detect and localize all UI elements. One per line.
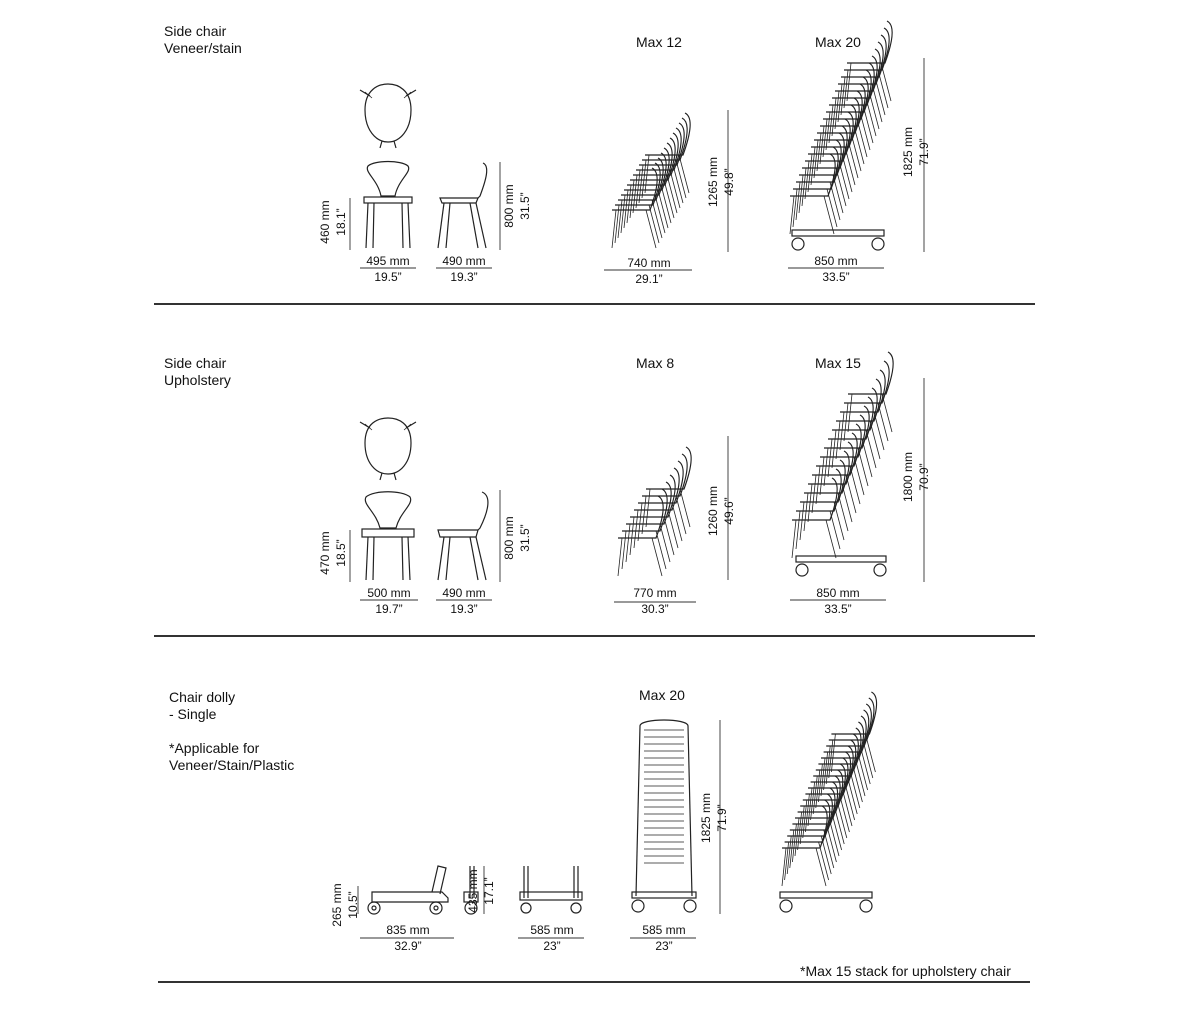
chair-leg — [679, 155, 689, 193]
chair-leg — [668, 510, 678, 548]
chair-leg — [829, 818, 839, 856]
dolly-wheel — [780, 900, 792, 912]
chair-leg — [819, 842, 829, 880]
s3-dolly-side-width-in: 32.9” — [394, 939, 422, 953]
s3-dolly-side-view — [368, 866, 448, 914]
chair-leg — [857, 119, 867, 157]
s3-dolly-front-width-in: 23” — [543, 939, 561, 953]
chair-leg — [622, 531, 626, 569]
s2-height-mm: 800 mm — [502, 516, 516, 560]
chair-leg — [821, 836, 831, 874]
chair-leg — [814, 140, 818, 178]
section-divider-1 — [154, 303, 1035, 305]
s2-title — [164, 355, 231, 389]
chair-leg — [649, 205, 659, 243]
s1-stack-width-mm: 740 mm — [627, 256, 671, 270]
s2-stack-8 — [618, 447, 691, 576]
chair-leg — [808, 484, 812, 522]
s1-stack-12 — [612, 113, 690, 248]
s1-title — [164, 23, 242, 57]
s1-title-line-1: Side chair — [164, 23, 227, 39]
top-seat-back — [640, 720, 688, 726]
chair-leg — [828, 439, 832, 477]
section-divider-2 — [154, 635, 1035, 637]
s1-height-in: 31.5” — [518, 192, 532, 220]
s3-title-line-4: *Applicable for — [169, 740, 260, 756]
chair-leg — [790, 196, 794, 234]
chair-leg — [845, 147, 855, 185]
s3-dimension-lines — [358, 720, 720, 938]
chair-leg — [805, 161, 809, 199]
chair-leg — [878, 403, 888, 441]
s2-title-line-2: Upholstery — [164, 372, 231, 388]
s3-dolly-front-height-in: 17.1” — [482, 877, 496, 905]
s3-dolly-front-width-mm: 585 mm — [530, 923, 574, 937]
chair-leg — [652, 200, 662, 238]
chair-leg — [827, 189, 837, 227]
footnote: *Max 15 stack for upholstery chair — [800, 963, 1011, 979]
chair-leg — [800, 502, 804, 540]
s2-side-view-chair — [438, 492, 488, 580]
stack-leg — [636, 726, 640, 896]
chair-leg — [660, 524, 670, 562]
s1-title-line-2: Veneer/stain — [164, 40, 242, 56]
chair-leg — [832, 430, 836, 468]
s1-front-width-mm: 495 mm — [366, 254, 410, 268]
chair-leg — [850, 466, 860, 504]
chair-leg — [838, 84, 842, 122]
chair-leg — [837, 800, 847, 838]
s1-stack-label-2: Max 20 — [815, 34, 861, 50]
s3-dolly-rear-view — [520, 866, 582, 913]
chair-leg — [836, 168, 846, 206]
s2-dolly-height-in: 70.9” — [917, 463, 931, 491]
dolly-wheel — [632, 900, 644, 912]
s2-dolly-stack-15 — [792, 352, 893, 576]
chair-leg — [824, 830, 834, 868]
s2-dolly-width-mm: 850 mm — [816, 586, 860, 600]
chair-leg — [676, 496, 686, 534]
s3-stack-height-in: 71.9” — [715, 804, 729, 832]
chair-leg — [875, 77, 885, 115]
dolly-wheel — [872, 238, 884, 250]
chair-outline — [612, 168, 657, 210]
chair-leg — [820, 126, 824, 164]
s2-dolly-width-in: 33.5” — [824, 602, 852, 616]
chair-leg — [865, 734, 875, 772]
s1-side-width-in: 19.3” — [450, 270, 478, 284]
s1-stack-height-in: 49.8” — [722, 168, 736, 196]
section-divider-3 — [158, 981, 1030, 983]
chair-leg — [642, 496, 646, 534]
chair-leg — [812, 475, 816, 513]
chair-leg — [881, 63, 891, 101]
chair-leg — [676, 160, 686, 198]
s3-title-line-2: - Single — [169, 706, 217, 722]
chair-leg — [661, 185, 671, 223]
chair-leg — [870, 421, 880, 459]
chair-leg — [842, 154, 852, 192]
s1-side-width-mm: 490 mm — [442, 254, 486, 268]
chair-leg — [826, 112, 830, 150]
chair-leg — [855, 758, 865, 796]
chair-leg — [673, 165, 683, 203]
chair-leg — [852, 764, 862, 802]
chair-leg — [817, 133, 821, 171]
chair-leg — [834, 806, 844, 844]
s1-side-view-chair — [438, 163, 487, 248]
s3-stack-front-view — [632, 720, 696, 912]
chair-leg — [829, 105, 833, 143]
chair-leg — [799, 175, 803, 213]
dolly-wheel — [796, 564, 808, 576]
s2-front-width-mm: 500 mm — [367, 586, 411, 600]
chair-leg — [824, 448, 828, 486]
s3-title — [169, 689, 294, 774]
chair-leg — [638, 503, 642, 541]
chair-leg — [664, 517, 674, 555]
s2-stack-height-in: 49.6” — [722, 497, 736, 525]
chair-leg — [848, 394, 852, 432]
s1-stack-height-mm: 1265 mm — [706, 156, 720, 208]
chair-leg — [835, 91, 839, 129]
chair-leg — [842, 788, 852, 826]
chair-leg — [854, 457, 864, 495]
chair-leg — [670, 170, 680, 208]
chair-leg — [847, 776, 857, 814]
chair-leg — [680, 489, 690, 527]
s2-seat-height-in: 18.5” — [334, 539, 348, 567]
dolly-wheel — [792, 238, 804, 250]
chair-leg — [672, 503, 682, 541]
chair-leg — [792, 520, 796, 558]
s1-height-mm: 800 mm — [502, 184, 516, 228]
s3-dolly-front-height-mm: 435 mm — [466, 869, 480, 913]
s2-dolly-height-mm: 1800 mm — [901, 451, 915, 503]
chair-leg — [646, 210, 656, 248]
chair-leg — [820, 457, 824, 495]
s3-title-line-1: Chair dolly — [169, 689, 236, 705]
chair-leg — [866, 98, 876, 136]
chair-leg — [652, 538, 662, 576]
chair-leg — [878, 70, 888, 108]
s3-stack-front-width-mm: 585 mm — [642, 923, 686, 937]
s1-dolly-height-in: 71.9” — [917, 138, 931, 166]
s2-side-width-mm: 490 mm — [442, 586, 486, 600]
chair-leg — [804, 493, 808, 531]
chair-leg — [869, 91, 879, 129]
chair-leg — [830, 182, 840, 220]
s2-front-width-in: 19.7” — [375, 602, 403, 616]
chair-leg — [844, 70, 848, 108]
s2-stack-height-mm: 1260 mm — [706, 485, 720, 537]
dolly-base — [780, 892, 872, 898]
chair-leg — [845, 782, 855, 820]
s3-title-line-3 — [169, 723, 294, 740]
s2-dimension-lines — [350, 378, 924, 602]
chair-leg — [848, 140, 858, 178]
s1-stack-label-1: Max 12 — [636, 34, 682, 50]
chair-leg — [808, 154, 812, 192]
chair-leg — [840, 412, 844, 450]
chair-leg — [854, 126, 864, 164]
chair-leg — [839, 161, 849, 199]
s1-front-width-in: 19.5” — [374, 270, 402, 284]
chair-leg — [882, 394, 892, 432]
s3-dolly-side-height-mm: 265 mm — [330, 883, 344, 927]
s3-stack-height-mm: 1825 mm — [699, 792, 713, 844]
s1-front-view-chair — [364, 162, 412, 249]
dolly-wheel — [860, 900, 872, 912]
s1-dolly-stack-20 — [790, 21, 892, 250]
chair-leg — [793, 189, 797, 227]
chair-leg — [658, 190, 668, 228]
chair-leg — [860, 112, 870, 150]
chair-leg — [667, 175, 677, 213]
chair-leg — [824, 196, 834, 234]
chair-leg — [802, 168, 806, 206]
s2-stack-width-mm: 770 mm — [633, 586, 677, 600]
s1-dolly-width-mm: 850 mm — [814, 254, 858, 268]
chair-leg — [830, 511, 840, 549]
chair-leg — [823, 119, 827, 157]
chair-leg — [646, 489, 650, 527]
chair-leg — [833, 175, 843, 213]
chair-leg — [811, 147, 815, 185]
chair-leg — [844, 403, 848, 441]
chair-leg — [866, 430, 876, 468]
chair-leg — [618, 538, 622, 576]
chair-leg — [656, 531, 666, 569]
s2-height-in: 31.5” — [518, 524, 532, 552]
s1-dolly-height-mm: 1825 mm — [901, 126, 915, 178]
s1-seat-height-in: 18.1” — [334, 208, 348, 236]
chair-leg — [851, 133, 861, 171]
chair-leg — [826, 520, 836, 558]
s2-side-width-in: 19.3” — [450, 602, 478, 616]
chair-leg — [842, 484, 852, 522]
chair-leg — [816, 848, 826, 886]
s3-stack-label-1: Max 20 — [639, 687, 685, 703]
chair-leg — [664, 180, 674, 218]
s2-stack-label-1: Max 8 — [636, 355, 675, 371]
dolly-base — [792, 230, 884, 236]
chair-leg — [838, 493, 848, 531]
chair-leg — [626, 524, 630, 562]
chair-leg — [846, 475, 856, 513]
s3-title-line-5: Veneer/Stain/Plastic — [169, 757, 295, 773]
s2-front-view-chair — [362, 492, 414, 580]
dolly-base — [796, 556, 886, 562]
s1-seat-height-mm: 460 mm — [318, 200, 332, 244]
dolly-wheel — [684, 900, 696, 912]
s1-top-view-chair — [360, 84, 416, 148]
chair-leg — [796, 511, 800, 549]
chair-leg — [832, 812, 842, 850]
chair-leg — [850, 770, 860, 808]
s1-stack-width-in: 29.1” — [635, 272, 663, 286]
chair-leg — [841, 77, 845, 115]
s2-stack-label-2: Max 15 — [815, 355, 861, 371]
s3-stack-front-width-in: 23” — [655, 939, 673, 953]
chair-leg — [630, 517, 634, 555]
chair-leg — [796, 182, 800, 220]
s3-stack-side-view — [780, 692, 876, 912]
s2-seat-height-mm: 470 mm — [318, 531, 332, 575]
s3-dolly-side-height-in: 10.5” — [346, 891, 360, 919]
chair-leg — [863, 105, 873, 143]
chair-leg — [839, 794, 849, 832]
dolly-wheel — [874, 564, 886, 576]
chair-leg — [816, 466, 820, 504]
chair-leg — [782, 848, 786, 886]
chair-leg — [634, 510, 638, 548]
s1-dolly-width-in: 33.5” — [822, 270, 850, 284]
chair-leg — [655, 195, 665, 233]
chair-leg — [832, 98, 836, 136]
s2-top-view-chair — [360, 418, 416, 480]
chair-leg — [826, 824, 836, 862]
s2-title-line-1: Side chair — [164, 355, 227, 371]
chair-leg — [860, 746, 870, 784]
chair-leg — [874, 412, 884, 450]
dolly-base — [632, 892, 696, 898]
chair-leg — [858, 448, 868, 486]
chair-leg — [834, 502, 844, 540]
chair-leg — [863, 740, 873, 778]
s3-dolly-side-width-mm: 835 mm — [386, 923, 430, 937]
chair-leg — [872, 84, 882, 122]
chair-leg — [862, 439, 872, 477]
stack-leg — [688, 726, 692, 896]
chair-leg — [847, 63, 851, 101]
chair-leg — [836, 421, 840, 459]
s2-stack-width-in: 30.3” — [641, 602, 669, 616]
chair-leg — [858, 752, 868, 790]
